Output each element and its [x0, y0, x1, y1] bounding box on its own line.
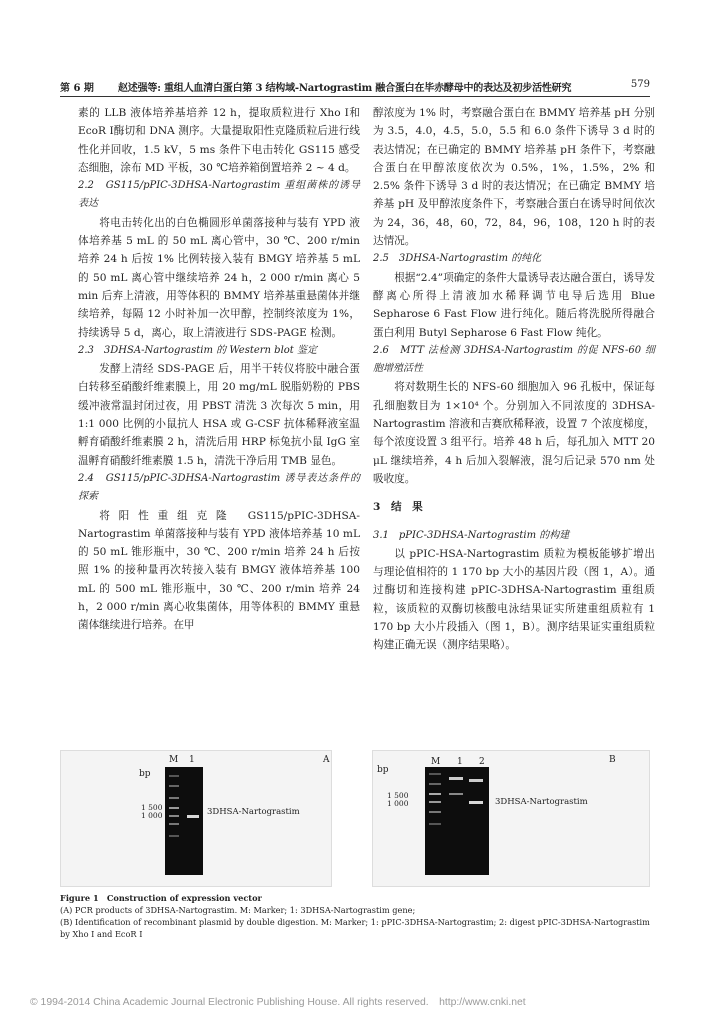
paragraph: 以 pPIC-HSA-Nartograstim 质粒为模板能够扩增出与理论值相符的 1 170 bp 大小的基因片段（图 1，A）。通过酶切和连接构建 pPIC-3DHSA-Nartograstim 重组质粒，该质粒的双酶切核酸电泳结果证实所建重组质粒有 1 170 bp 大小片段插入（图 1，B）。测序结果证实重组质粒构建正确无误（测序结果略）。 — [373, 547, 655, 652]
panel-label: A — [323, 755, 330, 765]
running-title: 赵述强等: 重组人血清白蛋白第 3 结构域-Nartograstim 融合蛋白在毕赤酵母中的表达及初步活性研究 — [118, 83, 572, 94]
copyright-footer: © 1994-2014 China Academic Journal Electronic Publishing House. All rights reserved. http://www.cnki.net — [30, 997, 526, 1008]
gel-panel-b — [372, 750, 650, 887]
band-annotation: 3DHSA-Nartograstim — [495, 797, 588, 807]
paragraph: 发酵上清经 SDS-PAGE 后，用半干转仪将胶中融合蛋白转移至硝酸纤维素膜上，用 20 mg/mL 脱脂奶粉的 PBS 缓冲液常温封闭过夜，用 PBST 清洗 3 次每次 5 min，用 1:1 000 比例的小鼠抗人 HSA 或 G-CSF 抗体稀释液室温孵育硝酸纤维素膜 2 h，清洗后用 HRP 标兔抗小鼠 IgG 室温孵育硝酸纤维素膜 1.5 h，清洗干净后用 TMB 显色。 — [78, 363, 360, 467]
size-tick: 1 500 — [387, 791, 409, 800]
figure-caption — [60, 892, 650, 940]
section-heading-2-3: 2.3 3DHSA-Nartograstim 的 Western blot 鉴定 — [78, 344, 317, 356]
band-annotation: 3DHSA-Nartograstim — [207, 807, 300, 817]
size-tick: 1 500 — [141, 803, 163, 812]
section-heading-3: 3 结 果 — [373, 501, 423, 514]
gel-image — [425, 767, 489, 875]
caption-panel-b: (B) Identification of recombinant plasmid by double digestion. M: Marker; 1: pPIC-3DHSA-Nartograstim; 2: digest pPIC-3DHSA-Nartograstim by Xho Ⅰ and EcoR Ⅰ — [60, 917, 650, 939]
caption-panel-a: (A) PCR products of 3DHSA-Nartograstim. M: Marker; 1: 3DHSA-Nartograstim gene; — [60, 905, 416, 915]
figure-1 — [60, 750, 648, 885]
unit-label: bp — [139, 769, 151, 779]
unit-label: bp — [377, 765, 389, 775]
right-column — [373, 104, 655, 655]
left-column — [78, 104, 360, 635]
paragraph: 醇浓度为 1% 时，考察融合蛋白在 BMMY 培养基 pH 分别为 3.5，4.0，4.5，5.0，5.5 和 6.0 条件下诱导 3 d 时的表达情况；在已确定的 BMMY 培养基 pH 条件下，考察融合蛋白在甲醇浓度依次为 0.5%，1%，1.5%，2% 和 2.5% 条件下诱导 3 d 时的表达情况；在已确定 BMMY 培养基 pH 及甲醇浓度条件下，考察融合蛋白在诱导时间依次为 24，36，48，60，72，84，96，108，120 h 时的表达情况。 — [373, 107, 655, 248]
paragraph: 将阳性重组克隆 GS115/pPIC-3DHSA-Nartograstim 单菌落接种与装有 YPD 液体培养基 10 mL 的 50 mL 锥形瓶中，30 ℃、200 r/min 培养 24 h 后按照 1% 的接种量再次转接入装有 BMGY 液体培养基 100 mL 的 500 mL 锥形瓶中，30 ℃、200 r/min 培养 24 h，2 000 r/min 离心收集菌体，用等体积的 BMMY 重悬菌体继续进行培养。在甲 — [78, 509, 360, 632]
section-heading-2-4: 2.4 GS115/pPIC-3DHSA-Nartograstim 诱导表达条件的探索 — [78, 472, 360, 503]
panel-label: B — [609, 755, 616, 765]
section-heading-2-6: 2.6 MTT 法检测 3DHSA-Nartograstim 的促 NFS-60 细胞增殖活性 — [373, 344, 655, 375]
paragraph: 将电击转化出的白色椭圆形单菌落接种与装有 YPD 液体培养基 5 mL 的 50 mL 离心管中，30 ℃、200 r/min 培养 24 h 后按 1% 比例转接入装有 BMGY 培养基 5 mL 的 50 mL 离心管中继续培养 24 h，2 000 r/min 离心 5 min 后弃上清液，用等体积的 BMMY 培养基重悬菌体并继续培养，每隔 12 小时补加一次甲醇，控制终浓度为 1%，持续诱导 5 d，离心，取上清液进行 SDS-PAGE 检测。 — [78, 216, 360, 339]
section-heading-2-5: 2.5 3DHSA-Nartograstim 的纯化 — [373, 253, 542, 265]
gel-panel-a — [60, 750, 332, 887]
lane-label: 1 — [457, 757, 463, 767]
lane-label: 1 — [189, 755, 195, 765]
section-heading-2-2: 2.2 GS115/pPIC-3DHSA-Nartograstim 重组菌株的诱导表达 — [78, 180, 360, 210]
size-tick: 1 000 — [387, 799, 409, 808]
paragraph: 素的 LLB 液体培养基培养 12 h，提取质粒进行 Xho Ⅰ和 EcoR Ⅰ酶切和 DNA 测序。大量提取阳性克隆质粒后进行线性化并回收，1.5 kV，5 ms 条件下电击转化 GS115 感受态细胞，涂布 MD 平板，30 ℃培养箱倒置培养 2 ~ 4 d。 — [78, 107, 360, 174]
running-header — [60, 79, 650, 95]
paragraph: 将对数期生长的 NFS-60 细胞加入 96 孔板中，保证每孔细胞数目为 1×10⁴ 个。分别加入不同浓度的 3DHSA-Nartograstim 溶液和吉赛欣稀释液，设置 7 个浓度梯度，每个浓度设置 3 组平行。培养 48 h 后，每孔加入 MTT 20 μL 继续培养，4 h 后加入裂解液，混匀后记录 570 nm 处吸收度。 — [373, 381, 655, 485]
page-number: 579 — [630, 79, 650, 90]
gel-image — [165, 767, 203, 875]
lane-label: 2 — [479, 757, 485, 767]
paragraph: 根据“2.4”项确定的条件大量诱导表达融合蛋白，诱导发酵离心所得上清液加水稀释调节电导后选用 Blue Sepharose 6 Fast Flow 进行纯化。随后将洗脱所得融合蛋白利用 Butyl Sepharose 6 Fast Flow 纯化。 — [373, 271, 655, 339]
size-tick: 1 000 — [141, 811, 163, 820]
caption-title: Figure 1 Construction of expression vector — [60, 893, 262, 903]
header-rule — [60, 96, 650, 97]
section-heading-3-1: 3.1 pPIC-3DHSA-Nartograstim 的构建 — [373, 529, 570, 541]
lane-label: M — [431, 757, 441, 767]
issue-number: 第 6 期 — [60, 83, 94, 94]
lane-label: M — [169, 755, 179, 765]
